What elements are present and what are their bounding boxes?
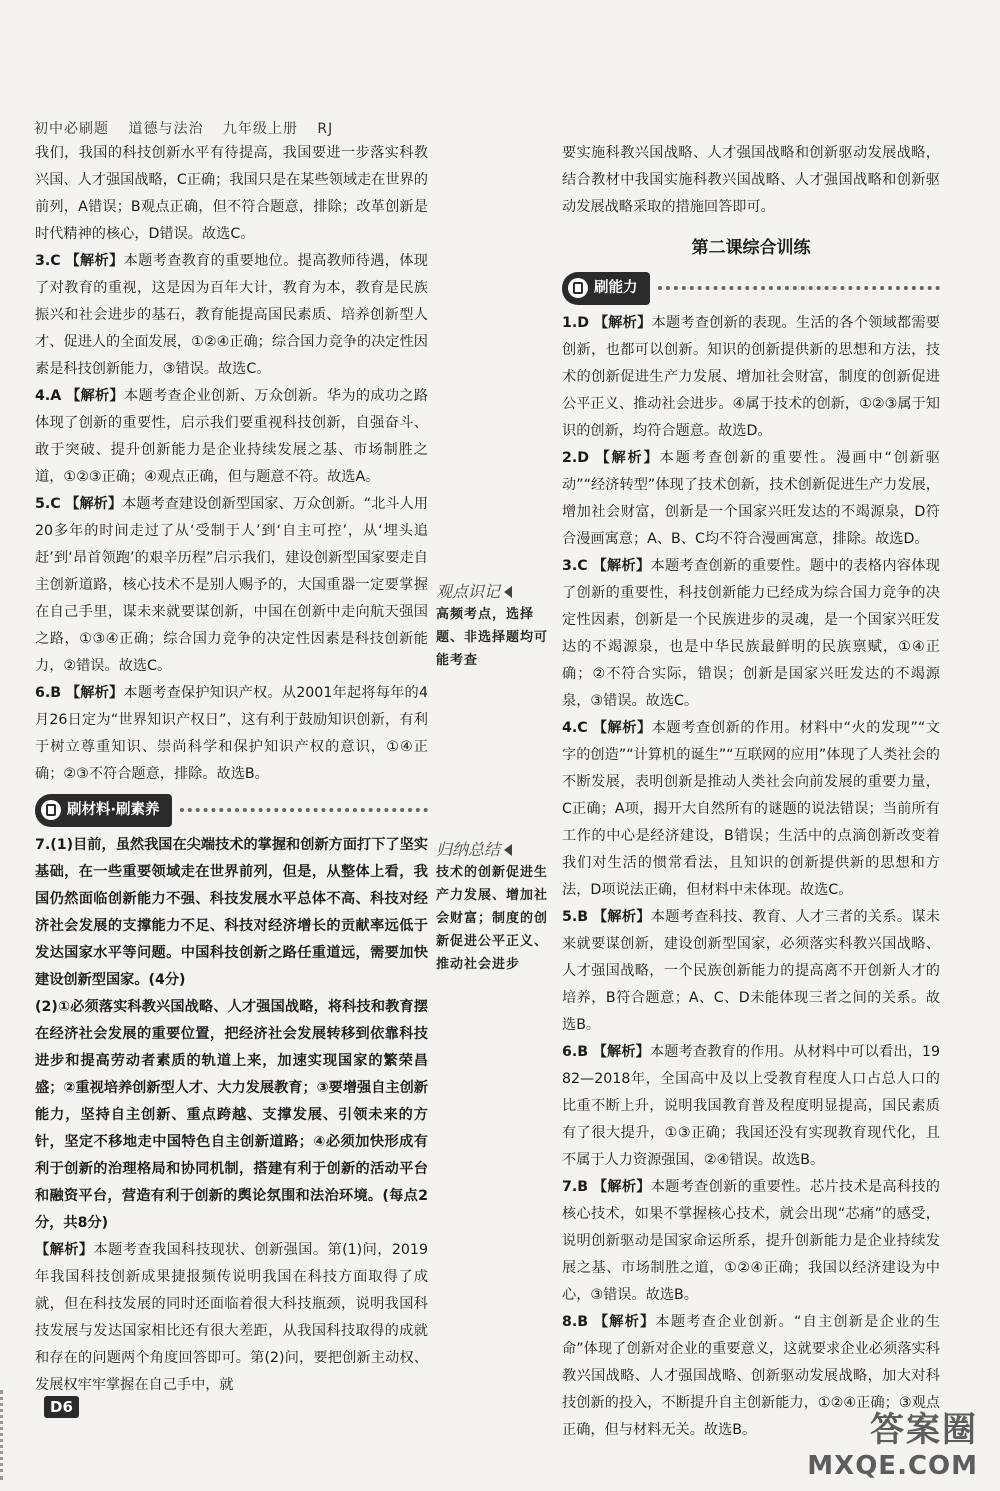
answer-item [35,383,428,491]
answer-text: 本题考查创新的作用。材料中“火的发现”“文字的创造”“计算机的诞生”“互联网的应用”体现了人类社会的不断发展，表明创新是推动人类社会向前发展的重要力量，C正确；A项，揭开大自然所有的谜题的说法错误；当前所有工作的中心是经济建设，B错误；生活中的点滴创新改变着我们对生活的惯常看法，且知识的创新提供新的思想和方法，D项说法正确，但材料中未体现。故选C。 [562,720,940,898]
q7-part1 [35,832,428,994]
answer-number: 3.C [35,253,61,269]
answer-item [35,491,428,680]
answer-text: 本题考查创新的表现。生活的各个领域都需要创新，也都可以创新。知识的创新提供新的思想和方法，技术的创新促进生产力发展、增加社会财富，制度的创新促进公平正义、推动社会进步。④属于技术的创新，①②③属于知识的创新，均符合题意。故选D。 [562,315,940,439]
analysis-tag: 【解析】 [66,388,125,404]
answer-number: 2.D [562,450,590,466]
book-icon [41,800,61,820]
side-note-title [436,838,548,861]
answer-text: 本题考查企业创新、万众创新。华为的成功之路体现了创新的重要性，启示我们要重视科技创新，自强奋斗、敢于突破、提升创新能力是企业持续发展之基、市场制胜之道，①②③正确；④观点正确，但与题意不符。故选A。 [35,388,428,485]
answer-item [562,715,940,904]
answer-number: 5.C [35,496,61,512]
answer-text: 本题考查企业创新。“自主创新是企业的生命”体现了创新对企业的重要意义，这就要求企业必须落实科教兴国战略、人才强国战略、创新驱动发展战略，加大对科技创新的投入，不断提升自主创新能力，①②④正确；③观点正确，但与材料无关。故选B。 [562,1314,940,1438]
page-number: D6 [44,1396,79,1418]
answer-text: 本题考查教育的重要地位。提高教师待遇，体现了对教育的重视，这是因为百年大计，教育为本，教育是民族振兴和社会进步的基石，教育能提高国民素质、培养创新型人才、促进人的全面发展，①②④正确；综合国力竞争的决定性因素是科技创新能力，③错误。故选C。 [35,253,428,377]
analysis-tag: 【解析】 [592,909,651,925]
analysis-tag: 【解析】 [593,315,652,331]
q7-analysis-text: 本题考查我国科技现状、创新强国。第(1)问，2019年我国科技创新成果捷报频传说明我国在科技方面取得了成就，但在科技发展的同时还面临着很大科技瓶颈，说明我国科技发展与发达国家相比还有很大差距，从我国科技取得的成就和存在的问题两个角度回答即可。第(2)问，要把创新主动权、发展权牢牢掌握在自己手中，就 [35,1242,428,1393]
dotted-divider [658,286,941,290]
answer-text: 本题考查建设创新型国家、万众创新。“北斗人用20多年的时间走过了从‘受制于人’到‘自主可控’，从‘埋头追赶’到‘昂首领跑’的艰辛历程”启示我们，建设创新型国家要走自主创新道路，核心技术不是别人赐予的，大国重器一定要掌握在自己手里，谋未来就要谋创新，中国在创新中走向航天强国之路，①③④正确；综合国力竞争的决定性因素是科技创新能力，②错误。故选C。 [35,496,428,674]
watermark-bottom: MXQE.COM [807,1451,978,1481]
header-series: 初中必刷题 [34,121,109,137]
q7-part2: (2)①必须落实科教兴国战略、人才强国战略，将科技和教育摆在经济社会发展的重要位置，把经济社会发展转移到依靠科技进步和提高劳动者素质的轨道上来，加速实现国家的繁荣昌盛；②重视培养创新型人才、大力发展教育；③要增强自主创新能力，坚持自主创新、重点跨越、支撑发展、引领未来的方针，坚定不移地走中国特色自主创新道路；④必须加快形成有利于创新的治理格局和协同机制，搭建有利于创新的活动平台和融资平台，营造有利于创新的舆论氛围和法治环境。(每点2分，共8分) [35,999,428,1231]
banner-label [562,272,650,305]
answer-number: 8.B [562,1314,589,1330]
analysis-tag: 【解析】 [592,720,652,736]
side-note-summary [436,838,548,976]
analysis-tag: 【解析】 [65,685,124,701]
q7-number: 7. [35,837,51,853]
side-note-title-text: 归纳总结 [436,840,501,859]
section-banner [35,794,428,826]
answer-text: 本题考查科技、教育、人才三者的关系。谋未来就要谋创新，建设创新型国家，必须落实科教兴国战略、人才强国战略，一个民族创新能力的提高离不开创新人才的培养，B符合题意；A、C、D未能体现三者之间的关系。故选B。 [562,909,940,1033]
answer-item [562,1039,940,1174]
banner-label [35,794,172,827]
analysis-tag: 【解析】 [65,253,124,269]
answer-number: 7.B [562,1179,589,1195]
arrow-left-icon [504,586,512,598]
answer-text: 本题考查创新的重要性。题中的表格内容体现了创新的重要性，科技创新能力已经成为综合国力竞争的决定性因素，创新是一个民族进步的灵魂，是一个国家兴旺发达的不竭源泉，也是中华民族最鲜明的民族禀赋，①④正确；②不符合实际，错误；创新是国家兴旺发达的不竭源泉，③错误。故选C。 [562,558,940,709]
watermark-top: 答案圈 [870,1410,978,1450]
answer-item [562,1174,940,1309]
answer-item [562,310,940,445]
analysis-tag: 【解析】 [592,558,651,574]
answer-item [562,553,940,715]
analysis-tag: 【解析】 [593,1314,656,1330]
analysis-tag: 【解析】 [595,450,660,466]
section-banner [562,272,940,304]
answer-number: 1.D [562,315,590,331]
answer-number: 5.B [562,909,589,925]
header-grade: 九年级上册 [222,121,298,137]
answer-item [562,445,940,553]
right-column [562,140,940,1444]
analysis-tag: 【解析】 [35,1242,94,1258]
answer-item [35,680,428,788]
side-note-title-text: 观点识记 [436,582,501,601]
answer-text: 本题考查教育的作用。从材料中可以看出，1982—2018年，全国高中及以上受教育程度人口占总人口的比重不断上升，说明我国教育普及程度明显提高，国民素质有了很大提升，①③正确；我国还没有实现教育现代化，且不属于人力资源强国，②④错误。故选B。 [562,1044,940,1168]
banner-text: 刷能力 [594,279,638,296]
left-intro: 我们，我国的科技创新水平有待提高，我国要进一步落实科教兴国、人才强国战略，C正确；我国只是在某些领域走在世界的前列，A错误；B观点正确，但不符合题意，排除；改革创新是时代精神的核心，D错误。故选C。 [35,145,428,242]
side-note-body: 技术的创新促进生产力发展、增加社会财富；制度的创新促进公平正义、推动社会进步 [436,865,549,972]
answer-text: 本题考查创新的重要性。漫画中“创新驱动”“经济转型”体现了技术创新，技术创新促进生产力发展，增加社会财富，创新是一个国家兴旺发达的不竭源泉，D符合漫画寓意；A、B、C均不符合漫画寓意，排除。故选D。 [562,450,940,547]
watermark-logo [807,1402,978,1481]
answer-number: 3.C [562,558,588,574]
side-note-title [436,580,548,603]
right-intro: 要实施科教兴国战略、人才强国战略和创新驱动发展战略，结合教材中我国实施科教兴国战略、人才强国战略和创新驱动发展战略采取的措施回答即可。 [562,145,940,215]
answer-item [562,904,940,1039]
answer-text: 本题考查保护知识产权。从2001年起将每年的4月26日定为“世界知识产权日”，这有利于鼓励知识创新，有利于树立尊重知识、崇尚科学和保护知识产权的意识，①④正确；②③不符合题意，排除。故选B。 [35,685,428,782]
side-note-viewpoint [436,580,548,672]
header-edition: RJ [317,121,334,137]
banner-text: 刷材料·刷素养 [67,801,160,818]
dotted-divider [180,808,428,812]
answer-number: 6.B [35,685,62,701]
answer-number: 4.A [35,388,62,404]
arrow-left-icon [504,844,512,856]
analysis-tag: 【解析】 [592,1044,650,1060]
analysis-tag: 【解析】 [65,496,123,512]
answer-number: 4.C [562,720,588,736]
answer-text: 本题考查创新的重要性。芯片技术是高科技的核心技术，如果不掌握核心技术，就会出现“芯痛”的感受，说明创新驱动是国家命运所系，提升创新能力是企业持续发展之基、市场制胜之道，①②④正确；我国以经济建设为中心，③错误。故选B。 [562,1179,940,1303]
q7-analysis [35,1237,428,1399]
analysis-tag: 【解析】 [592,1179,651,1195]
side-note-body: 高频考点，选择题、非选择题均可能考查 [436,607,549,668]
answer-number: 6.B [562,1044,589,1060]
header-subject: 道德与法治 [128,121,204,137]
page-header [34,118,347,138]
section-title: 第二课综合训练 [691,238,811,258]
left-column [35,140,428,1399]
q7-part1-text: (1)目前，虽然我国在尖端技术的掌握和创新方面打下了坚实基础，在一些重要领域走在世界前列，但是，从整体上看，我国仍然面临创新能力不强、科技发展水平总体不高、科技对经济社会发展的支撑能力不足、科技对经济增长的贡献率远低于发达国家水平等问题。中国科技创新之路任重道远，需要加快建设创新型国家。(4分) [35,837,428,988]
answer-item [35,248,428,383]
page-corner-decoration [0,1390,31,1480]
book-icon [568,278,588,298]
